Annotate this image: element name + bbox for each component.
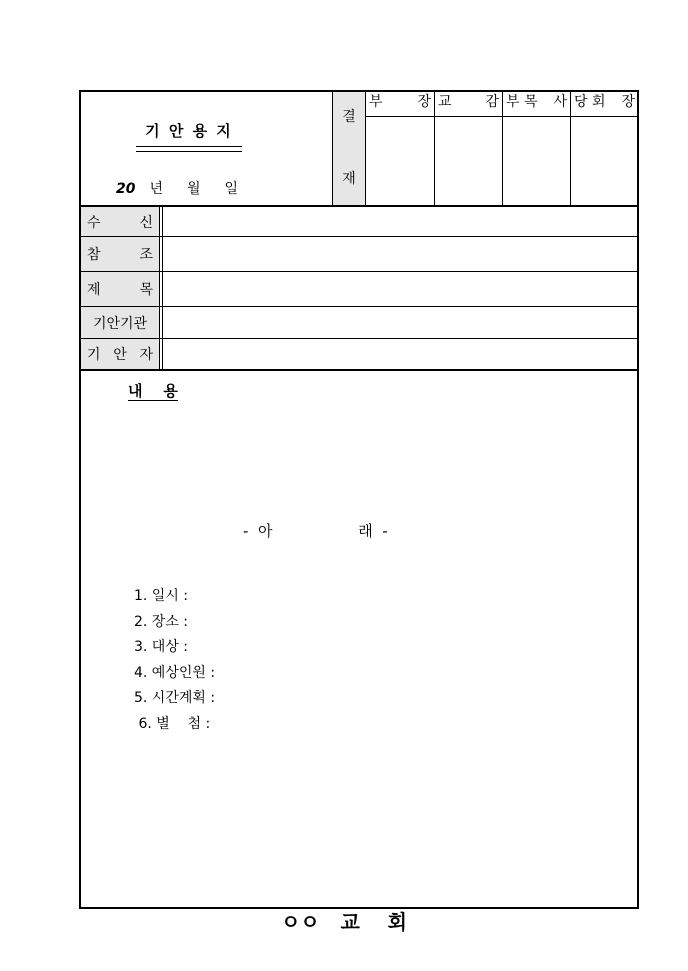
field-label-char: 기안기관: [92, 315, 148, 332]
field-value-drafting-org[interactable]: [163, 307, 638, 338]
form-title-block: [136, 120, 242, 152]
field-value-subject[interactable]: [163, 272, 638, 306]
approval-role-1: [366, 92, 434, 116]
list-item: 4. 예상인원 :: [134, 664, 216, 681]
date-year-unit: 년: [149, 181, 164, 197]
date-month-unit: 월: [187, 181, 201, 197]
organization-name: ㅇㅇ 교 회: [280, 910, 408, 934]
header-divider: [332, 90, 333, 206]
approval-sign-box-1[interactable]: [366, 117, 434, 205]
field-label-char: 제: [87, 282, 101, 298]
approval-role-2-a: 교: [438, 94, 452, 110]
approval-role-3-b: 사: [553, 94, 567, 110]
field-section-bottom-line: [79, 369, 639, 371]
field-label-char: 수: [87, 214, 101, 231]
approval-role-1-a: 부: [369, 94, 383, 110]
field-label-char: 신: [139, 214, 153, 231]
field-value-reference[interactable]: [163, 237, 638, 271]
notice-heading: - 아 래 -: [243, 522, 388, 540]
field-label-drafting-org: [81, 307, 159, 338]
form-title: 기 안 용 지: [145, 122, 233, 140]
approval-role-2: [435, 92, 502, 116]
list-item: 2. 장소 :: [134, 613, 189, 630]
list-item: 1. 일시 :: [134, 588, 189, 604]
approval-label-bottom: 재: [342, 171, 356, 187]
field-value-drafter[interactable]: [163, 339, 638, 369]
title-double-underline: [136, 146, 242, 152]
list-item: 6. 별 첨 :: [134, 715, 211, 732]
field-label-reference: [81, 237, 159, 271]
date-day-unit: 일: [224, 181, 239, 197]
approval-sign-box-2[interactable]: [435, 117, 502, 205]
approval-role-4: [571, 92, 638, 116]
field-label-char: 기: [87, 347, 101, 363]
field-label-char: 목: [139, 282, 153, 298]
date-line: [116, 178, 238, 198]
field-label-char: 자: [139, 347, 153, 363]
approval-role-2-b: 감: [485, 94, 499, 110]
approval-role-3: [503, 92, 570, 116]
item-list: [134, 584, 215, 738]
approval-role-4-a: 당 회: [574, 94, 606, 110]
field-label-char: 안: [113, 347, 127, 363]
approval-role-4-b: 장: [621, 94, 635, 110]
field-label-subject: [81, 272, 159, 306]
approval-role-3-a: 부 목: [506, 94, 538, 110]
list-item: 5. 시간계획 :: [134, 690, 216, 707]
approval-role-1-b: 장: [417, 94, 431, 110]
content-heading: 내 용: [128, 382, 178, 400]
field-label-char: 참: [87, 247, 101, 263]
field-label-divider-a: [159, 206, 160, 369]
field-label-char: 조: [139, 247, 153, 263]
approval-label-top: 결: [342, 109, 356, 125]
date-year: 20: [116, 181, 136, 197]
approval-sign-box-4[interactable]: [571, 117, 638, 205]
approval-sign-box-3[interactable]: [503, 117, 570, 205]
field-label-recipient: [81, 207, 159, 236]
field-value-recipient[interactable]: [163, 207, 638, 236]
list-item: 3. 대상 :: [134, 639, 189, 656]
field-label-drafter: [81, 339, 159, 369]
